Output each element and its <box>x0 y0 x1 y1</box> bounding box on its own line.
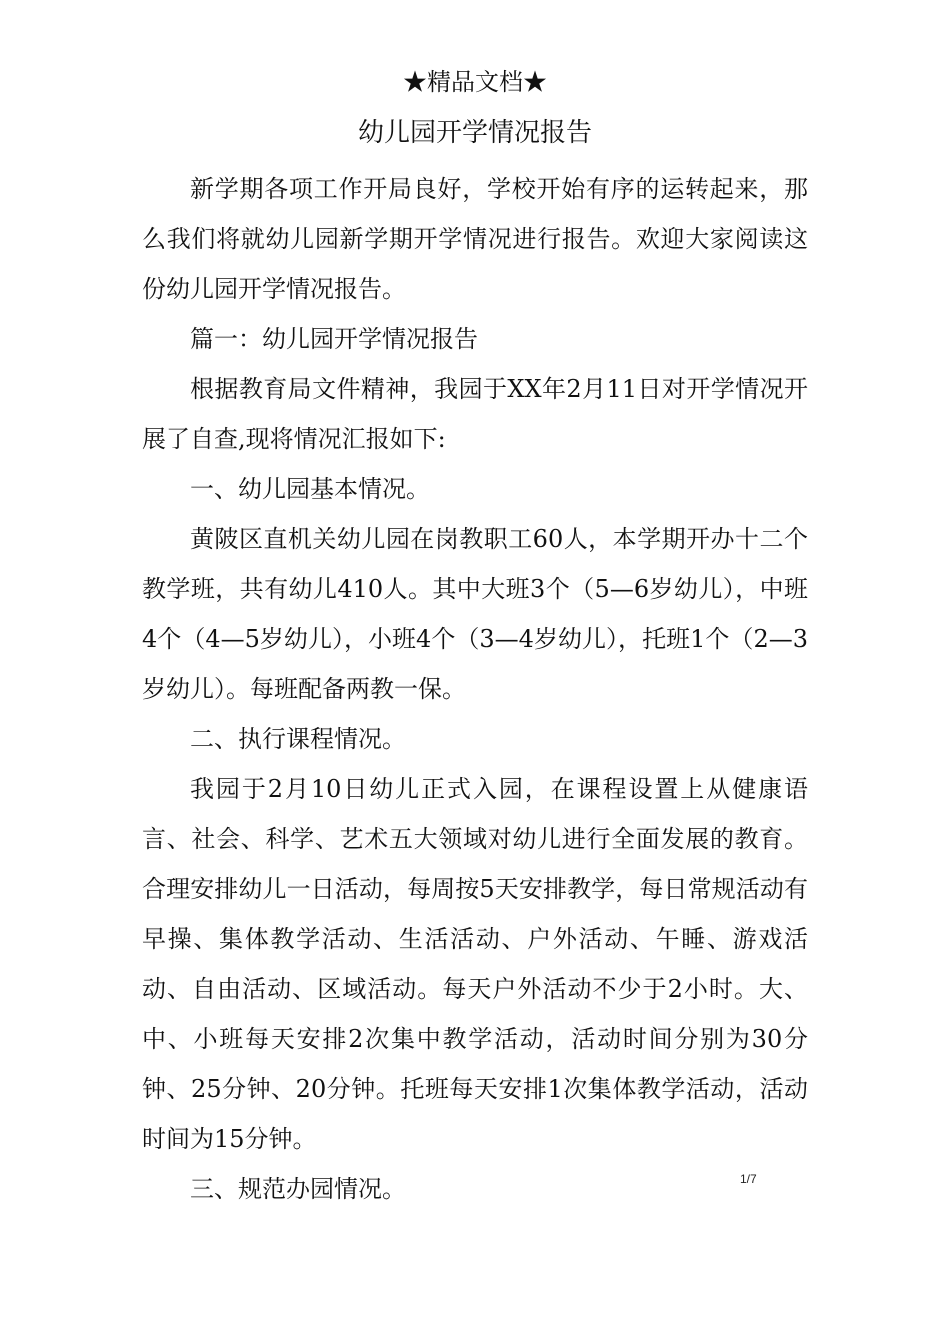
paragraph-heading-3: 三、规范办园情况。 <box>190 1175 406 1203</box>
document-header: ★精品文档★ <box>403 68 547 96</box>
paragraph: 黄陂区直机关幼儿园在岗教职工60人，本学期开办十二个教学班，共有幼儿410人。其中大班3个（5—6岁幼儿），中班4个（4—5岁幼儿），小班4个（3—4岁幼儿），托班1个（2—3岁幼儿）。每班配备两教一保。 <box>142 525 808 703</box>
paragraph: 根据教育局文件精神，我园于XX年2月11日对开学情况开展了自查,现将情况汇报如下: <box>142 375 808 453</box>
paragraph-intro: 新学期各项工作开局良好，学校开始有序的运转起来，那么我们将就幼儿园新学期开学情况进行报告。欢迎大家阅读这份幼儿园开学情况报告。 <box>142 175 808 303</box>
paragraph-section-heading: 篇一：幼儿园开学情况报告 <box>190 325 478 353</box>
document-title: 幼儿园开学情况报告 <box>357 118 592 148</box>
paragraph-heading-1: 一、幼儿园基本情况。 <box>190 475 430 503</box>
document-body <box>142 164 808 1214</box>
paragraph-heading-2: 二、执行课程情况。 <box>190 725 406 753</box>
paragraph: 我园于2月10日幼儿正式入园，在课程设置上从健康语言、社会、科学、艺术五大领域对幼儿进行全面发展的教育。合理安排幼儿一日活动，每周按5天安排教学，每日常规活动有早操、集体教学活动、生活活动、户外活动、午睡、游戏活动、自由活动、区域活动。每天户外活动不少于2小时。大、中、小班每天安排2次集中教学活动，活动时间分别为30分钟、25分钟、20分钟。托班每天安排1次集体教学活动，活动时间为15分钟。 <box>142 775 808 1153</box>
page-number: 1/7 <box>740 1172 757 1186</box>
